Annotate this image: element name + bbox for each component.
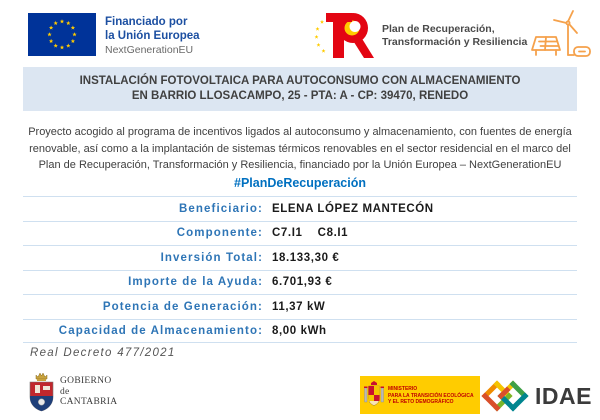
field-row-inversion xyxy=(23,245,577,270)
field-label: Beneficiario: xyxy=(179,202,263,215)
ministry-logo xyxy=(360,376,480,414)
project-title-line2: EN BARRIO LLOSACAMPO, 25 - PTA: A - CP: 39470, RENEDO xyxy=(131,90,469,102)
field-label: Potencia de Generación: xyxy=(102,300,263,313)
field-row-potencia xyxy=(23,294,577,319)
ministry-label-line1: MINISTERIO xyxy=(388,385,418,392)
field-value: 8,00 kWh xyxy=(272,324,327,337)
prtr-title-line1: Plan de Recuperación, xyxy=(382,23,495,35)
field-row-beneficiario xyxy=(23,196,577,221)
field-label: Inversión Total: xyxy=(160,251,263,264)
cantabria-logo xyxy=(28,371,117,413)
cantabria-label-line1: GOBIERNO xyxy=(60,376,112,387)
cantabria-label-line2: de xyxy=(60,386,70,397)
cantabria-coat-icon xyxy=(28,371,55,413)
nextgeneration-label: NextGenerationEU xyxy=(105,44,194,56)
cantabria-label-line3: CANTABRIA xyxy=(60,397,118,408)
project-fields xyxy=(23,196,577,343)
field-label: Componente: xyxy=(176,227,263,240)
idae-label: IDAE xyxy=(535,382,592,409)
eu-funding-line2: la Unión Europea xyxy=(105,30,200,42)
idae-logo xyxy=(481,377,592,415)
project-title-line1: INSTALACIÓN FOTOVOLTAICA PARA AUTOCONSUMO CON ALMACENAMIENTO xyxy=(79,75,521,87)
field-value: 11,37 kW xyxy=(272,300,326,313)
spain-coat-icon xyxy=(363,380,385,410)
hashtag-label: #PlanDeRecuperación xyxy=(234,176,366,190)
eu-funding-line1: Financiado por xyxy=(105,16,188,28)
prtr-logo xyxy=(312,11,527,61)
prtr-title-line2: Transformación y Resiliencia xyxy=(382,36,528,48)
project-title-box xyxy=(23,67,577,111)
field-value: ELENA LÓPEZ MANTECÓN xyxy=(272,202,434,215)
tr-logo-icon xyxy=(312,11,374,61)
field-value: C7.I1 C8.I1 xyxy=(272,227,349,240)
ministry-label-line2: PARA LA TRANSICIÓN ECOLÓGICA xyxy=(388,392,474,399)
eu-funding-logo xyxy=(28,13,200,57)
field-label: Capacidad de Almacenamiento: xyxy=(58,324,263,337)
idae-diamonds-icon xyxy=(481,377,531,415)
renewable-energy-icon xyxy=(527,7,593,65)
field-row-componente xyxy=(23,221,577,246)
field-value: 6.701,93 € xyxy=(272,276,333,289)
eu-flag-icon xyxy=(28,13,96,56)
field-label: Importe de la Ayuda: xyxy=(128,276,263,289)
field-row-almacenamiento xyxy=(23,319,577,344)
field-value: 18.133,30 € xyxy=(272,251,340,264)
project-description: Proyecto acogido al programa de incentivos ligados al autoconsumo y almacenamiento, con fuentes de energía renovable, así como a la implantación de sistemas térmicos renovables en el sector residencial en el marco del Plan de Recuperación, Transformación y Resiliencia, financiado por la Unión Europea – NextGenerationEU xyxy=(28,126,572,171)
decree-label: Real Decreto 477/2021 xyxy=(30,347,176,359)
ministry-label-line3: Y EL RETO DEMOGRÁFICO xyxy=(388,398,454,405)
field-row-ayuda xyxy=(23,270,577,295)
